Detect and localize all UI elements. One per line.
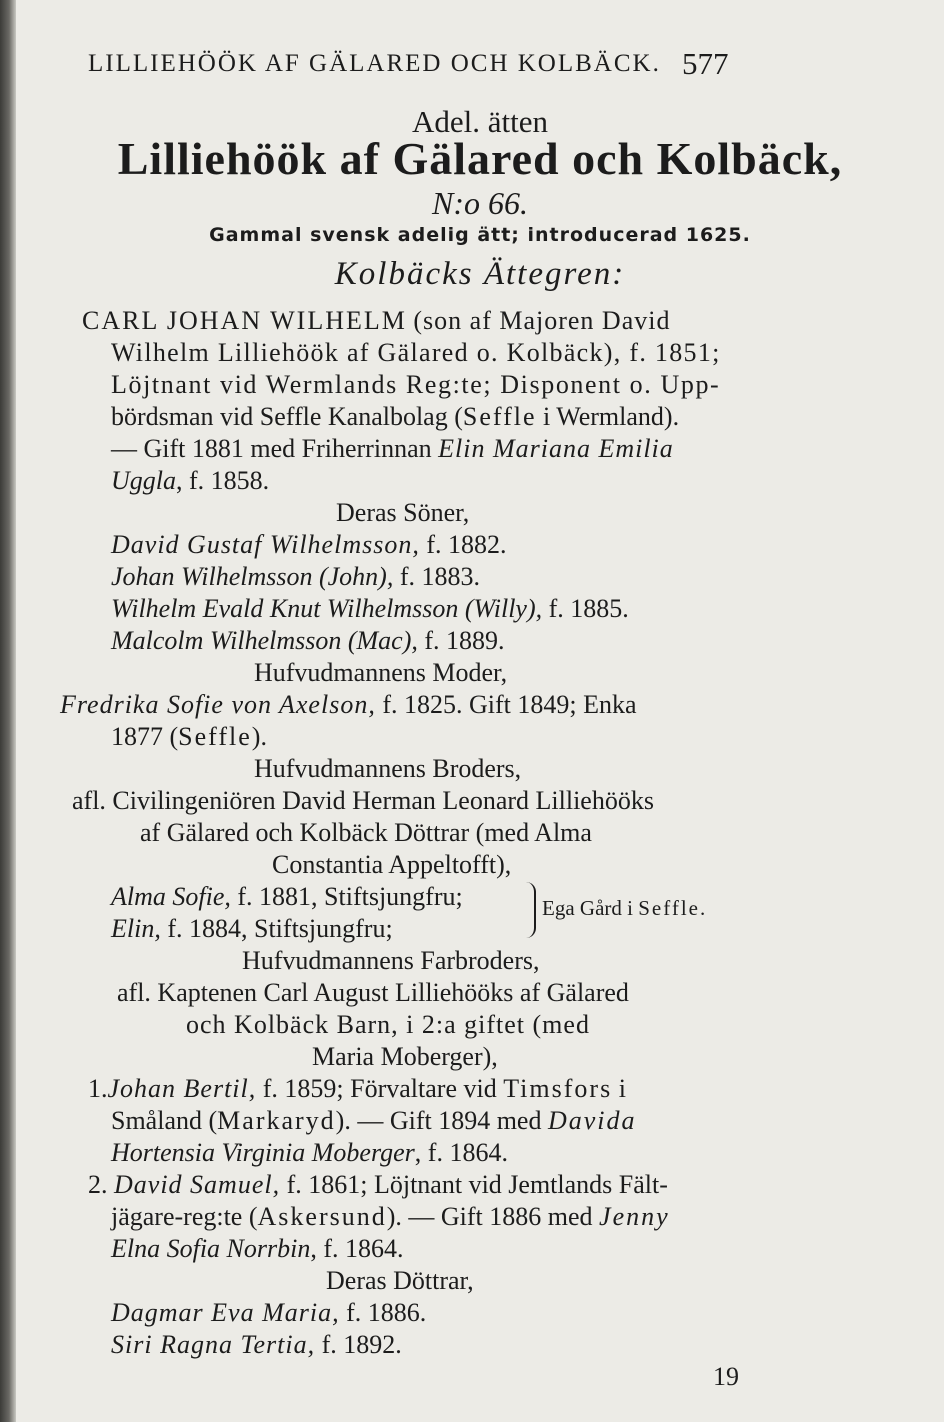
child-2-spouse: Jenny: [599, 1202, 670, 1231]
mother-heading: Hufvudmannens Moder,: [254, 658, 508, 687]
brace-text-a: Ega Gård i: [542, 896, 639, 920]
son-2-name: Johan Wilhelmsson (John),: [111, 562, 394, 591]
child-1-end: i: [612, 1074, 626, 1103]
head-name: CARL JOHAN WILHELM: [82, 306, 407, 335]
family-title: Lilliehöök af Gälared och Kolbäck,: [117, 133, 843, 184]
child-1-b1: Småland (: [111, 1106, 218, 1135]
entry-line-5-a: — Gift 1881 med Friherrinnan: [111, 434, 439, 463]
child-2-parish: Askersund: [257, 1202, 387, 1231]
entry-line-5: [111, 434, 674, 464]
family-number: N:o 66.: [432, 185, 528, 221]
entry-line-2: Wilhelm Lilliehöök af Gälared o. Kolbäck), f. 1851;: [111, 338, 721, 367]
brother-line-2: af Gälared och Kolbäck Döttrar (med Alma: [140, 818, 592, 847]
son-1-year: f. 1882.: [426, 530, 507, 559]
page-number: 577: [682, 46, 729, 81]
mother-place: Seffle: [178, 722, 252, 751]
entry-line-4-a: bördsman vid Seffle Kanalbolag (: [111, 402, 463, 431]
child-1-spouse: Davida: [547, 1106, 637, 1135]
daughter-elin-details: f. 1884, Stiftsjungfru;: [167, 914, 393, 943]
child-1-spouse-cont: Hortensia Virginia Moberger: [111, 1138, 415, 1167]
child-2-b2: ). — Gift 1886 med: [386, 1202, 600, 1231]
brother-line-1: afl. Civilingeniören David Herman Leonard Lilliehööks: [72, 786, 654, 815]
uncle-heading: Hufvudmannens Farbroders,: [242, 946, 540, 975]
daughter-alma-name: Alma Sofie,: [111, 882, 231, 911]
head-parent: (son af Majoren David: [413, 306, 671, 335]
entry-line-4-c: i Wermland).: [536, 402, 680, 431]
son-3: [111, 594, 629, 624]
son-2: [111, 562, 480, 592]
entry-line-1: [82, 306, 670, 336]
page-binding-shadow: [0, 0, 16, 1422]
daughter-2-year: f. 1892.: [321, 1330, 402, 1359]
uncle-line-2: och Kolbäck Barn, i 2:a giftet (med: [186, 1010, 590, 1039]
child-1-line-2: [111, 1106, 637, 1136]
daughter-2-name: Siri Ragna Tertia,: [111, 1330, 316, 1359]
child-2-b1: jägare-reg:te (: [111, 1202, 258, 1231]
brother-line-3: Constantia Appeltofft),: [272, 850, 512, 879]
child-2-name: David Samuel,: [114, 1170, 281, 1199]
child-2-line-3: [111, 1234, 404, 1264]
spouse-name: Elin Mariana Emilia: [438, 434, 674, 463]
child-1-details: f. 1859; Förvaltare vid: [256, 1074, 504, 1103]
son-4-year: f. 1889.: [424, 626, 505, 655]
sons-heading: Deras Söner,: [336, 498, 470, 527]
title-line-1: Adel. ätten: [411, 104, 548, 139]
brace: [520, 882, 536, 938]
child-2-spouse-born: , f. 1864.: [310, 1234, 404, 1263]
son-1-name: David Gustaf Wilhelmsson,: [111, 530, 420, 559]
uncle-line-3: Maria Moberger),: [312, 1042, 498, 1071]
child-2-line-1: [88, 1170, 668, 1200]
son-4: [111, 626, 505, 656]
daughter-2: [111, 1330, 402, 1360]
entry-line-4: [111, 402, 679, 432]
entry-line-6: [111, 466, 269, 496]
child-1-b2: ). — Gift 1894 med: [335, 1106, 548, 1135]
place-seffle: Seffle: [462, 402, 537, 431]
child-1-spouse-born: , f. 1864.: [414, 1138, 508, 1167]
running-header: LILLIEHÖÖK AF GÄLARED OCH KOLBÄCK.: [88, 50, 661, 77]
daughter-alma-details: f. 1881, Stiftsjungfru;: [237, 882, 463, 911]
mother-cont-c: ).: [251, 722, 267, 751]
family-description: Gammal svensk adelig ätt; introducerad 1625.: [209, 224, 751, 246]
book-page: [16, 0, 944, 1422]
daughter-1: [111, 1298, 426, 1328]
child-1-number: 1.: [88, 1074, 108, 1103]
daughter-alma: [111, 882, 463, 912]
mother-line-2: [111, 722, 267, 752]
brace-text-c: .: [699, 896, 706, 920]
entry-line-3: Löjtnant vid Wermlands Reg:te; Disponent o. Upp-: [111, 370, 721, 399]
child-2-number: 2.: [88, 1170, 108, 1199]
brace-text: [542, 896, 705, 921]
daughter-1-year: f. 1886.: [346, 1298, 427, 1327]
son-4-name: Malcolm Wilhelmsson (Mac),: [111, 626, 418, 655]
uncle-line-1: afl. Kaptenen Carl August Lilliehööks af Gälared: [117, 978, 629, 1007]
spouse-surname: Uggla: [111, 466, 176, 495]
daughter-elin-name: Elin,: [111, 914, 161, 943]
child-2-details: f. 1861; Löjtnant vid Jemtlands Fält-: [280, 1170, 668, 1199]
brace-place: Seffle: [638, 896, 700, 920]
child-1-name: Johan Bertil,: [107, 1074, 257, 1103]
spouse-born: , f. 1858.: [176, 466, 270, 495]
daughter-elin: [111, 914, 393, 944]
brother-heading: Hufvudmannens Broders,: [254, 754, 522, 783]
daughter-1-name: Dagmar Eva Maria,: [111, 1298, 340, 1327]
child-1-parish: Markaryd: [217, 1106, 336, 1135]
signature-mark: 19: [713, 1362, 739, 1391]
child-2-line-2: [111, 1202, 670, 1232]
child-1-line-3: [111, 1138, 508, 1168]
son-3-year: f. 1885.: [548, 594, 629, 623]
son-3-name: Wilhelm Evald Knut Wilhelmsson (Willy),: [111, 594, 543, 623]
child-1-line-1: [88, 1074, 626, 1104]
mother-name: Fredrika Sofie von Axelson,: [60, 690, 376, 719]
mother-cont-a: 1877 (: [111, 722, 179, 751]
mother-line-1: [60, 690, 637, 720]
son-1: [111, 530, 507, 560]
daughters-heading: Deras Döttrar,: [326, 1266, 474, 1295]
child-1-place: Timsfors: [503, 1074, 613, 1103]
mother-details: f. 1825. Gift 1849; Enka: [382, 690, 637, 719]
son-2-year: f. 1883.: [399, 562, 481, 591]
section-heading: Kolbäcks Ättegren:: [334, 256, 626, 292]
child-2-spouse-cont: Elna Sofia Norrbin: [111, 1234, 311, 1263]
